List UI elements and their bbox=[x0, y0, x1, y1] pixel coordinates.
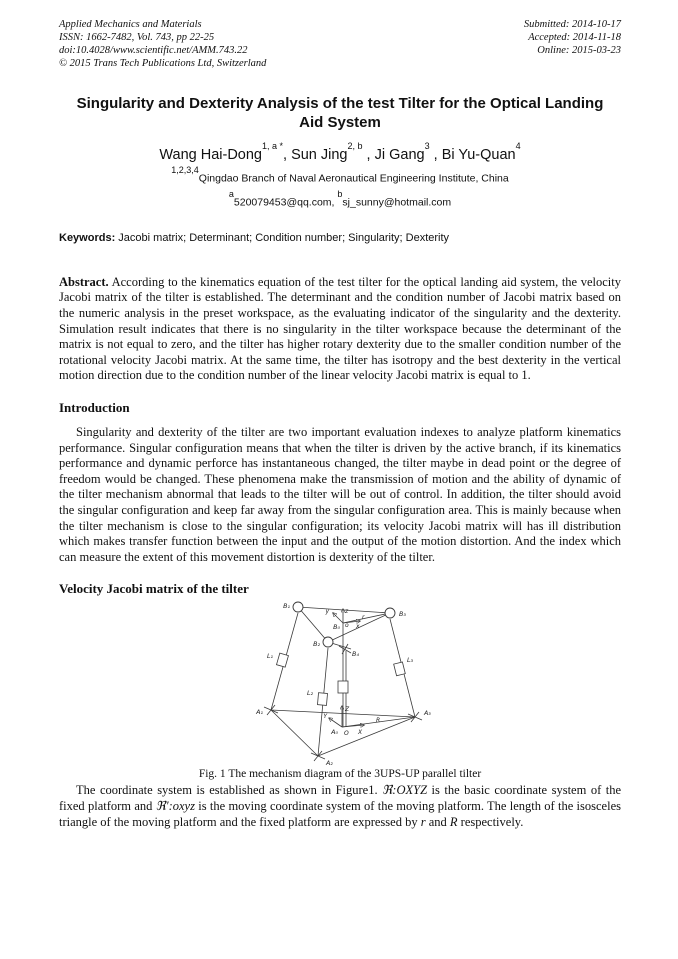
introduction-paragraph: Singularity and dexterity of the tilter are two important evaluation indexes to analyze platform kinematics performance. Singular configuration means that when the tilter is driven by the active branch, if its kinematics performance and dynamic perforce has instantaneous changed, the tilter maybe in dead point or the degree of freedom would be changed. These phenomena make the transmission of motion and the ability of dynamic of the tilter mechanism abnormal that leads to the tilter will be out of control. In addition, the tilter should avoid the singular configuration and keep far away from the singular configuration area. This is mainly because when the tilter mechanism is close to the singular configuration; its velocity Jacobi matrix will has ill distribution which makes transfer function between the input and the output of the motion distortion. And the index which can measure the extent of this movement distortion is dexterity of the tilter. bbox=[59, 424, 621, 564]
math-R: R bbox=[449, 814, 458, 829]
label-b2: B₂ bbox=[313, 641, 320, 649]
closing-text: respectively. bbox=[457, 814, 524, 829]
bottom-edge-a1-a2 bbox=[271, 710, 318, 756]
axis-y-top bbox=[333, 613, 343, 623]
label-b0: B₀ bbox=[333, 624, 340, 632]
accepted-date: Accepted: 2014-11-18 bbox=[528, 32, 621, 43]
label-X-bottom: X bbox=[358, 729, 363, 737]
email-address: 520079453@qq.com bbox=[233, 196, 332, 209]
label-a1: A₁ bbox=[256, 709, 263, 717]
prismatic-joint-l2 bbox=[317, 693, 327, 706]
label-x-top: x bbox=[356, 623, 360, 631]
label-a0: A₀ bbox=[331, 729, 338, 737]
label-Z-bottom: Z bbox=[345, 706, 350, 714]
figure-caption: Fig. 1 The mechanism diagram of the 3UPS-UP parallel tilter bbox=[198, 768, 482, 781]
submitted-date: Submitted: 2014-10-17 bbox=[523, 19, 621, 30]
closing-text: is the basic coordinate system of the fixed platform and bbox=[59, 783, 622, 813]
label-O-bottom: O bbox=[344, 730, 349, 738]
prismatic-joint-l1 bbox=[277, 653, 289, 667]
closing-text: The coordinate system is established as shown in Figure1. bbox=[76, 783, 383, 798]
closing-paragraph bbox=[59, 783, 621, 830]
label-l1: L₁ bbox=[266, 653, 273, 661]
joint-b1 bbox=[293, 602, 303, 612]
closing-text: and bbox=[425, 814, 450, 829]
journal-name: Applied Mechanics and Materials bbox=[59, 19, 202, 30]
email-sup: a bbox=[228, 189, 234, 200]
affiliation-line bbox=[59, 164, 621, 185]
label-b3: B₃ bbox=[399, 611, 406, 619]
journal-issn: ISSN: 1662-7482, Vol. 743, pp 22-25 bbox=[59, 32, 215, 43]
label-z-top: z bbox=[345, 608, 349, 616]
email-address: sj_sunny@hotmail.com bbox=[342, 196, 452, 209]
author-name: Ji Gang bbox=[374, 146, 425, 163]
author-name: Wang Hai-Dong bbox=[159, 146, 262, 163]
author-line bbox=[59, 141, 621, 163]
math-frame-fixed: ℜ:OXYZ bbox=[382, 783, 428, 798]
author-sup: 1, a * bbox=[261, 141, 283, 151]
label-Y-bottom: Y bbox=[323, 713, 327, 721]
author-sup: 2, b bbox=[347, 141, 363, 151]
joint-b3 bbox=[385, 608, 395, 618]
prismatic-joint-l3 bbox=[394, 662, 406, 676]
author-sup: 4 bbox=[515, 141, 521, 151]
author-sup: 3 bbox=[424, 141, 430, 151]
author-sep: , bbox=[362, 146, 375, 163]
paper-title: Singularity and Dexterity Analysis of the test Tilter for the Optical Landing Aid System bbox=[76, 95, 604, 131]
keywords-label: Keywords: bbox=[59, 231, 116, 244]
author-name: Bi Yu-Quan bbox=[441, 146, 516, 163]
online-date: Online: 2015-03-23 bbox=[537, 45, 621, 56]
label-b1: B₁ bbox=[283, 603, 290, 611]
label-y-top: y bbox=[325, 608, 329, 616]
affiliation-sup: 1,2,3,4 bbox=[171, 164, 199, 175]
abstract-paragraph bbox=[59, 275, 621, 384]
figure-1 bbox=[59, 599, 621, 780]
radius-r-line bbox=[343, 613, 390, 623]
keywords-line bbox=[59, 232, 621, 244]
email-sup: b bbox=[337, 189, 343, 200]
label-b4: B₄ bbox=[352, 651, 359, 659]
author-sep: , bbox=[283, 146, 292, 163]
closing-text: is the moving coordinate system of the moving platform. The length of the isosceles triangle of the moving platform and the fixed platform are expressed by bbox=[59, 798, 621, 829]
abstract-label: Abstract. bbox=[59, 274, 109, 289]
top-edge-b1-b2 bbox=[298, 607, 328, 642]
label-R: R bbox=[376, 717, 381, 725]
bottom-edge-a2-a3 bbox=[318, 717, 415, 756]
journal-info bbox=[59, 18, 266, 70]
author-sep: , bbox=[429, 146, 442, 163]
math-frame-moving: ℜ′:oxyz bbox=[155, 798, 195, 813]
submission-dates bbox=[524, 18, 621, 70]
abstract-text: According to the kinematics equation of the test tilter for the optical landing aid system, the velocity Jacobi matrix of the tilter is established. The determinant and the condition number of Jacobi matrix based on the numeric analysis in the preset workspace, as the evaluating indicator of the singularity and the dexterity. Simulation result indicates that there is no singularity in the tilter workspace because the determinant of the matrix is not equal to zero, and the tilter has higher rotary dexterity due to the smaller condition number of the rotational velocity Jacobi matrix. At the same time, the tilter has isotropy and the best dexterity in the vertical motion direction due to the condition number of the linear velocity Jacobi matrix is equal to 1. bbox=[59, 274, 621, 383]
mechanism-diagram bbox=[243, 599, 453, 767]
journal-header bbox=[59, 18, 621, 70]
label-r: r bbox=[362, 614, 365, 622]
joint-b2 bbox=[323, 637, 333, 647]
journal-doi: doi:10.4028/www.scientific.net/AMM.743.22 bbox=[59, 45, 248, 56]
label-l2: L₂ bbox=[306, 690, 313, 698]
label-a3: A₃ bbox=[424, 710, 431, 718]
label-l3: L₃ bbox=[407, 657, 414, 665]
label-a2: A₂ bbox=[326, 760, 333, 768]
keywords-text: Jacobi matrix; Determinant; Condition number; Singularity; Dexterity bbox=[115, 231, 450, 244]
journal-copyright: © 2015 Trans Tech Publications Ltd, Switzerland bbox=[59, 58, 267, 69]
section-heading-introduction: Introduction bbox=[59, 399, 130, 415]
author-name: Sun Jing bbox=[291, 146, 348, 163]
prismatic-joint-central bbox=[338, 681, 348, 693]
axis-Y-bottom bbox=[329, 718, 342, 727]
math-r: r bbox=[420, 814, 426, 829]
affiliation-text: Qingdao Branch of Naval Aeronautical Engineering Institute, China bbox=[198, 172, 509, 185]
top-edge-b1-b3 bbox=[298, 607, 390, 616]
email-line bbox=[59, 189, 621, 209]
email-sep: , bbox=[331, 196, 338, 209]
label-o-top: o bbox=[345, 622, 349, 630]
section-heading-velocity-jacobi: Velocity Jacobi matrix of the tilter bbox=[59, 581, 249, 597]
